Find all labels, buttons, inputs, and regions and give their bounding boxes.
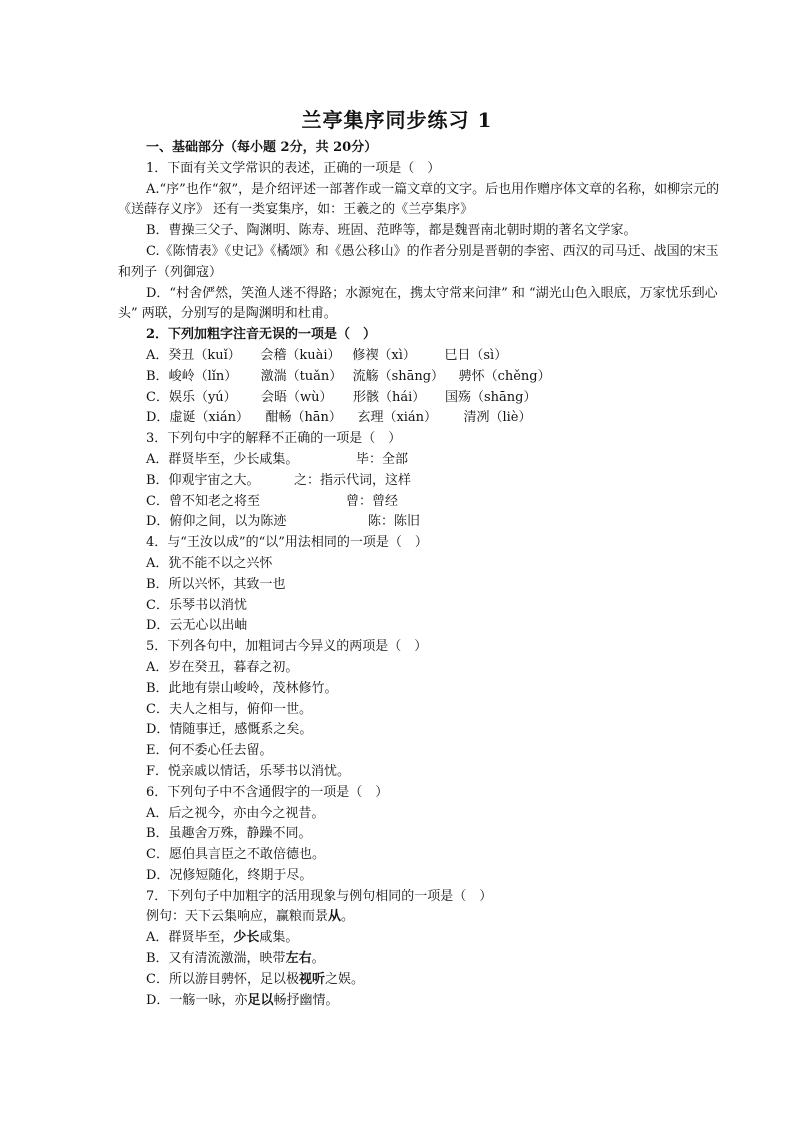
question-6-option-b: B．虽趣舍万殊，静躁不同。 [146,826,312,842]
pinyin-item: 形骸（hái） [352,389,426,405]
sentence: D．俯仰之间，以为陈迹 [146,514,287,530]
question-3-stem: 3．下列句中字的解释不正确的一项是（ ） [146,431,402,447]
pinyin-item: 癸丑（kuǐ） [168,347,241,363]
question-4-option-b: B．所以兴怀，其致一也 [146,576,286,592]
option-bold-word: 左右 [285,951,312,967]
question-6-option-a: A．后之视今，亦由今之视昔。 [146,805,325,821]
question-5-stem: 5．下列各句中，加粗词古今异义的两项是（ ） [146,639,428,655]
question-2-option [118,388,730,409]
option-text: A．群贤毕至， [146,930,234,946]
question-5-option-f: F．悦亲戚以情话，乐琴书以消忧。 [146,763,351,779]
option-bold-word: 视听 [298,971,325,987]
sentence: C．曾不知老之将至 [146,493,260,509]
question-1-stem: 1．下面有关文学常识的表述，正确的一项是（ ） [146,160,441,176]
option-text-end: 。 [311,951,325,967]
question-2-option [118,408,730,429]
question-3-option [118,512,730,533]
question-6-option-d: D．况修短随化，终期于尽。 [146,867,313,883]
question-2-option [118,367,730,388]
sentence: B．仰观宇宙之大。 [146,472,260,488]
pinyin-item: 修禊（xì） [352,347,416,363]
question-6-option-c: C．愿伯具言臣之不敢倍德也。 [146,847,325,863]
explanation: 陈：陈旧 [368,514,421,530]
question-3-option [118,471,730,492]
option-text-end: 畅抒幽情。 [273,992,339,1008]
sentence: A．群贤毕至，少长咸集。 [146,451,299,467]
pinyin-item: 激湍（tuǎn） [260,368,343,384]
option-letter: D． [146,410,170,426]
option-letter: A． [146,347,169,363]
question-5-option-c: C．夫人之相与，俯仰一世。 [146,701,312,717]
question-1-option-c: C.《陈情表》《史记》《橘颂》和《愚公移山》的作者分别是晋朝的李密、西汉的司马迁、战国的宋玉和列子（列御寇） [118,243,719,280]
option-bold-word: 少长 [233,930,260,946]
question-1-option-d: D．“村舍俨然，笑渔人迷不得路；水源宛在，携太守常来问津” 和 “湖光山色入眼底，万家忧乐到心头” 两联，分别写的是陶渊明和杜甫。 [118,285,718,322]
pinyin-item: 玄理（xián） [357,410,438,426]
question-2-stem: 2．下列加粗字注音无误的一项是（ ） [146,327,377,343]
question-6-stem: 6．下列句子中不含通假字的一项是（ ） [146,784,389,800]
pinyin-item: 会晤（wù） [260,389,333,405]
document-body [118,138,730,1011]
option-letter: C． [146,389,169,405]
question-7-option-c [118,970,730,991]
question-5-option-a: A．岁在癸丑，暮春之初。 [146,659,299,675]
explanation: 曾：曾经 [346,493,399,509]
option-text: D．一觞一咏，亦 [146,992,248,1008]
example-text: 例句：天下云集响应，赢粮而景 [146,909,329,925]
question-7-example [118,907,730,928]
question-1-option-b: B．曹操三父子、陶渊明、陈寿、班固、范晔等，都是魏晋南北朝时期的著名文学家。 [146,223,637,239]
pinyin-item: 会稽（kuài） [260,347,341,363]
pinyin-item: 巳日（sì） [444,347,508,363]
option-text: B．又有清流激湍，映带 [146,951,286,967]
question-3-option [118,450,730,471]
pinyin-item: 国殇（shāng） [444,389,537,405]
pinyin-item: 娱乐（yú） [168,389,237,405]
pinyin-item: 酣畅（hān） [265,410,342,426]
example-text-end: 。 [341,909,355,925]
pinyin-item: 流觞（shāng） [352,368,445,384]
question-5-option-d: D．情随事迁，感慨系之矣。 [146,722,313,738]
question-1-option-a: A.“序”也作“叙”，是介绍评述一部著作或一篇文章的文字。后也用作赠序体文章的名称，如柳宗元的《送薛存义序》 还有一类宴集序，如：王羲之的《兰亭集序》 [118,181,720,218]
question-5-option-b: B．此地有崇山峻岭，茂林修竹。 [146,680,338,696]
explanation: 之：指示代词，这样 [294,472,412,488]
question-2-option [118,346,730,367]
option-bold-word: 足以 [247,992,274,1008]
section-heading: 一、基础部分（每小题 2分，共 20分） [146,140,378,155]
option-text-end: 之娱。 [324,971,364,987]
question-7-option-d [118,991,730,1012]
question-7-option-a [118,928,730,949]
pinyin-item: 峻岭（lǐn） [168,368,238,384]
option-text: C．所以游目骋怀，足以极 [146,971,299,987]
question-7-stem: 7．下列句子中加粗字的活用现象与例句相同的一项是（ ） [146,888,493,904]
question-4-option-d: D．云无心以出岫 [146,618,248,634]
example-bold-word: 从 [328,909,342,925]
explanation: 毕：全部 [356,451,409,467]
question-4-option-a: A．犹不能不以之兴怀 [146,555,273,571]
option-letter: B． [146,368,169,384]
pinyin-item: 虚诞（xián） [169,410,250,426]
question-3-option [118,492,730,513]
option-text-end: 咸集。 [259,930,299,946]
question-4-stem: 4．与“王汝以成”的“以”用法相同的一项是（ ） [146,535,428,551]
question-4-option-c: C．乐琴书以消忧 [146,597,247,613]
pinyin-item: 清冽（liè） [463,410,532,426]
question-5-option-e: E．何不委心任去留。 [146,743,273,759]
page-title: 兰亭集序同步练习 1 [301,108,493,132]
question-7-option-b [118,949,730,970]
pinyin-item: 骋怀（chěng） [458,368,551,384]
